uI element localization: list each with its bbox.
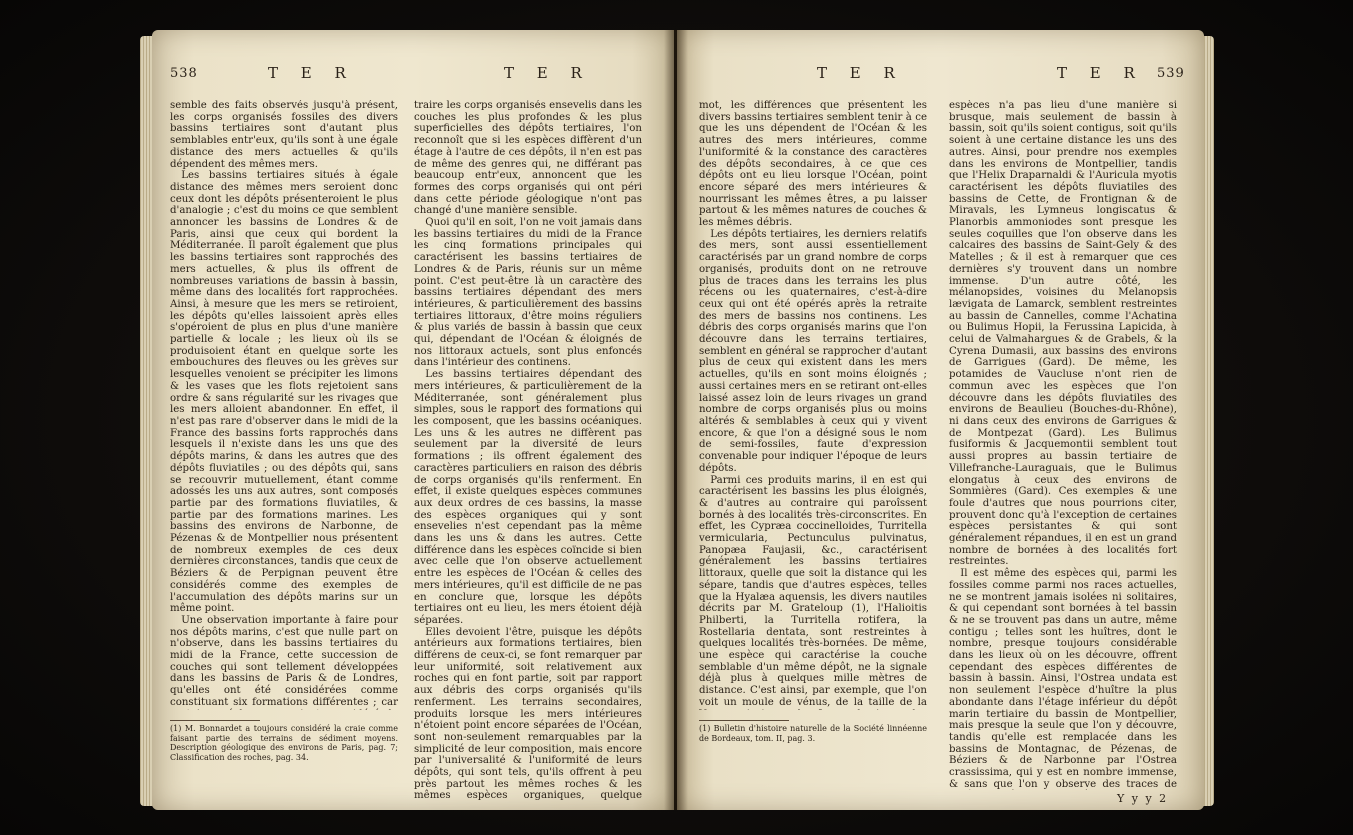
right-column bbox=[949, 100, 1177, 790]
footnote bbox=[699, 720, 927, 743]
left-page-header bbox=[152, 64, 674, 86]
paragraph: Quoi qu'il en soit, l'on ne voit jamais dans les bassins tertiaires du midi de la France les cinq formations principales qui caractérisent les bassins tertiaires de Londres & de Paris, réunis sur un même point. C'est peut-être là un caractère des bassins tertiaires dépendant des mers intérieures, & particulièrement des bassins tertiaires littoraux, d'être moins réguliers & plus variés de bassin à bassin que ceux qui, dépendant de l'Océan & éloignés de nos littoraux actuels, sont plus enfoncés dans l'intérieur des continens. bbox=[414, 217, 642, 369]
right-column bbox=[414, 100, 642, 800]
footnote-rule bbox=[699, 720, 789, 721]
page-number: 538 bbox=[170, 66, 198, 81]
left-column bbox=[699, 100, 927, 710]
paragraph: Il est même des espèces qui, parmi les fossiles comme parmi nos races actuelles, ne se montrent jamais isolées ni solitaires, & qui cependant sont bornées à tel bassin & ne se trouvent pas dans un autre, même contigu ; telles sont les huîtres, dont le nombre, presque toujours considérable dans les lieux où on les découvre, offrent cependant des espèces différentes de bassin à bassin. Ainsi, l'Ostrea undata est non seulement l'espèce d'huître la plus abondante dans l'étage inférieur du dépôt marin tertiaire du bassin de Montpellier, mais presque la seule que l'on y découvre, tandis qu'elle est remplacée dans les bassins de Montagnac, de Pézenas, de Béziers & de Narbonne par l'Ostrea crassissima, qui y est en nombre immense, & sans que l'on y observe des traces de bbox=[949, 568, 1177, 790]
left-page bbox=[152, 30, 674, 810]
paragraph: semble des faits observés jusqu'à présent, les corps organisés fossiles des divers bassins tertiaires sont d'autant plus semblables entr'eux, qu'ils sont à une égale distance des mers actuelles & qu'ils dépendent des mêmes mers. bbox=[170, 100, 398, 170]
paragraph: Les bassins tertiaires situés à égale distance des mêmes mers seroient donc ceux dont les dépôts présenteroient le plus d'analogie ; c'est du moins ce que semblent annoncer les bassins de Londres & de Paris, ainsi que ceux qui bordent la Méditerranée. Il paroît également que plus les bassins tertiaires sont rapprochés des mers actuelles, & plus ils offrent de nombreuses variations de bassin à bassin, même dans des localités fort rapprochées. Ainsi, à mesure que les mers se retiroient, les dépôts qu'elles laissoient après elles s'opéroient de plus en plus d'une manière partielle & locale ; les lieux où ils se produisoient étant en quelque sorte les embouchures des fleuves ou les grèves sur lesquelles venoient se précipiter les limons & les vases que les flots rejetoient sans ordre & sans régularité sur les rivages que les mers alloient abandonner. En effet, il n'est pas rare d'observer dans le midi de la France des bassins forts rapprochés dans lesquels il n'existe dans les uns que des dépôts marins, & dans les autres que des dépôts fluviatiles ; ou des dépôts qui, sans se recouvrir mutuellement, étant comme adossés les uns aux autres, sont composés partie par des formations fluviatiles, & partie par des formations marines. Les bassins des environs de Narbonne, de Pézenas & de Montpellier nous présentent de nombreux exemples de ces deux dernières circonstances, tandis que ceux de Béziers & de Perpignan peuvent être considérés comme des exemples de l'accumulation des dépôts marins sur un même point. bbox=[170, 170, 398, 615]
paragraph: Elles devoient l'être, puisque les dépôts antérieurs aux formations tertiaires, bien différens de ceux-ci, se font remarquer par leur uniformité, soit relativement aux roches qui en font partie, soit par rapport aux débris des corps organisés qu'ils renferment. Les terrains secondaires, produits lorsque les mers intérieures n'étoient point encore séparées de l'Océan, sont non-seulement remarquables par la simplicité de leur composition, mais encore par l'universalité & l'uniformité de leurs dépôts, qui sont tels, qu'ils offrent à peu près partout les mêmes roches & les mêmes espèces organiques, quelque bbox=[414, 626, 642, 800]
running-head: T E R bbox=[268, 64, 355, 82]
paragraph: espèces n'a pas lieu d'une manière si brusque, mais seulement de bassin à bassin, soit qu'ils soient contigus, soit qu'ils soient à une certaine distance les uns des autres. Ainsi, pour prendre nos exemples dans les environs de Montpellier, tandis que l'Helix Draparnaldi & l'Auricula myotis caractérisent les dépôts fluviatiles des bassins de Cette, de Frontignan & de Miravals, les Lymneus longiscatus & Planorbis ammoniodes sont presque les seules coquilles que l'on observe dans les calcaires des bassins de Saint-Gely & des Matelles ; & il est à remarquer que ces dernières s'y trouvent dans un nombre immense. D'un autre côté, les mélanopsides, voisines du Melanopsis lævigata de Lamarck, semblent restreintes au bassin de Cannelles, comme l'Achatina ou Bulimus Hopii, la Ferussina Lapicida, à celui de Valmahargues & de Grabels, & la Cyrena Dumasii, aux bassins des environs de Garrigues (Gard). De même, les potamides de Vaucluse n'ont rien de commun avec les espèces que l'on découvre dans les dépôts fluviatiles des environs de Beaulieu (Bouches-du-Rhône), ni dans ceux des environs de Garrigues & de Montpezat (Gard). Les Bulimus fusiformis & Jacquemontii semblent tout aussi propres au bassin tertiaire de Villefranche-Lauraguais, que le Bulimus elongatus à ceux des environs de Sommières (Gard). Ces exemples & une foule d'autres que nous pourrions citer, prouvent donc qu'à l'exception de certaines espèces persistantes & qui sont généralement répandues, il en est un grand nombre de bornées à des localités fort restreintes. bbox=[949, 100, 1177, 568]
paragraph: Les dépôts tertiaires, les derniers relatifs des mers, sont aussi essentiellement caractérisés par un grand nombre de corps organisés, produits dont on ne retrouve plus de traces dans les terrains les plus récens ou les quaternaires, c'est-à-dire ceux qui ont été opérés après la retraite des mers de bassins nos continens. Les débris des corps organisés marins que l'on découvre dans les terrains tertiaires, semblent en général se rapprocher d'autant plus de ceux qui existent dans les mers actuelles, qu'ils en sont moins éloignés ; aussi certaines mers en se retirant ont-elles laissé assez loin de leurs rivages un grand nombre de corps organisés plus ou moins altérés & semblables à ceux qui y vivent encore, & que l'on a désigné sous le nom de semi-fossiles, faute d'expression convenable pour indiquer l'époque de leurs dépôts. bbox=[699, 228, 927, 474]
paragraph: Une observation importante à faire pour nos dépôts marins, c'est que nulle part on n'observe, dans les bassins tertiaires du midi de la France, cette succession de couches qui sont tellement développées dans les bassins de Paris & de Londres, qu'elles ont été considérées comme constituant six formations différentes ; car bbox=[170, 614, 398, 708]
footnote-text: (1) M. Bonnardet a toujours considéré la craie comme faisant partie des terrains de sédiment moyens. Description géologique des environs de Paris, pag. 7; Classification des roches, pag. 34. bbox=[170, 724, 398, 762]
paragraph: traire les corps organisés ensevelis dans les couches les plus profondes & les plus superficielles des dépôts tertiaires, l'on reconnoît que si les espèces diffèrent d'un étage à l'autre de ces dépôts, il n'en est pas de même des genres qui, ne différant pas beaucoup entr'eux, annoncent que les formes des corps organisés qui ont péri dans cette période géologique n'ont pas changé d'une manière sensible. bbox=[414, 100, 642, 217]
running-head: T E R bbox=[817, 64, 904, 82]
page-number: 539 bbox=[1157, 66, 1185, 81]
footnote-rule bbox=[170, 720, 260, 721]
paragraph: mot, les différences que présentent les divers bassins tertiaires semblent tenir à ce que les uns dépendent de l'Océan & les autres des mers intérieures, comme l'uniformité & la constance des caractères des dépôts secondaires, à ce que ces dépôts ont eu lieu lorsque l'Océan, point encore séparé des mers intérieures & nourrissant les mêmes êtres, a pu laisser partout & les mêmes natures de couches & les mêmes débris. bbox=[699, 100, 927, 229]
running-head: T E R bbox=[1057, 64, 1144, 82]
paragraph: Les bassins tertiaires dépendant des mers intérieures, & particulièrement de la Méditerranée, sont généralement plus simples, sous le rapport des formations qui les composent, que les bassins océaniques. Les uns & les autres ne diffèrent pas seulement par la diversité de leurs formations ; ils offrent également des caractères particuliers en raison des débris de corps organisés qu'ils renferment. En effet, il existe quelques espèces communes aux deux ordres de ces bassins, la masse des espèces organiques qui y sont ensevelies n'est cependant pas la même dans les uns & dans les autres. Cette différence dans les espèces coïncide si bien avec celle que l'on observe actuellement entre les espèces de l'Océan & celles des mers intérieures, qu'il est difficile de ne pas en conclure que, lorsque les dépôts tertiaires ont eu lieu, les mers étoient déjà séparées. bbox=[414, 369, 642, 626]
right-page bbox=[677, 30, 1204, 810]
footnote bbox=[170, 720, 398, 762]
running-head: T E R bbox=[504, 64, 591, 82]
footnote-text: (1) Bulletin d'histoire naturelle de la Société linnéenne de Bordeaux, tom. II, pag. 3. bbox=[699, 724, 927, 743]
signature-mark: Y y y 2 bbox=[1117, 792, 1169, 805]
book-gutter bbox=[664, 30, 688, 810]
left-column bbox=[170, 100, 398, 710]
paragraph: Parmi ces produits marins, il en est qui caractérisent les bassins les plus éloignés, & d'autres au contraire qui paroîssent bornés à des localités très-circonscrites. En effet, les Cypræa coccinelloides, Turritella vermicularia, Pectunculus pulvinatus, Panopæa Faujasii, &c., caractérisent généralement les bassins tertiaires littoraux, quelle que soit la distance qui les sépare, tandis que d'autres espèces, telles que la Hyalæa aquensis, les divers nautiles décrits par M. Grateloup (1), l'Halioitis Philberti, la Turritella rotifera, la Rostellaria dentata, sont restreintes à quelques localités très-bornées. De même, une espèce qui caractérise la couche semblable d'un même dépôt, ne la signale déjà plus à quelques mille mètres de distance. C'est ainsi, par exemple, que l'on voit un moule de vénus, de la taille de la bbox=[699, 474, 927, 708]
right-page-header bbox=[677, 64, 1204, 86]
